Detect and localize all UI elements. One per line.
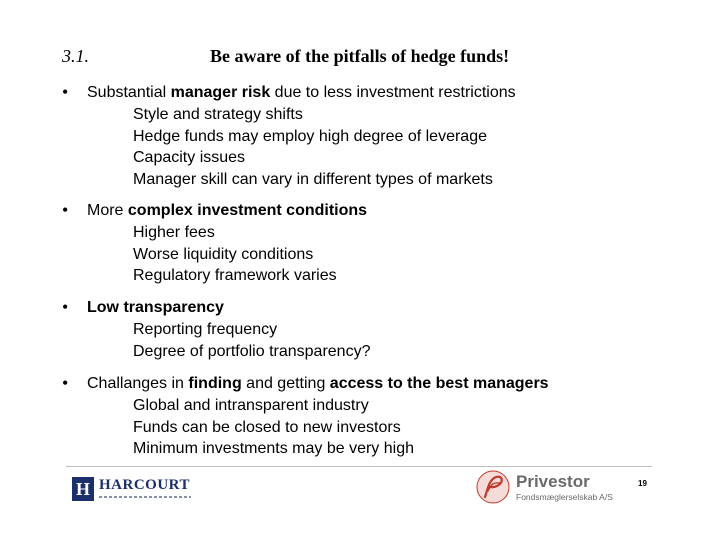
bullet-section-transparency (62, 297, 370, 362)
bullet-text: Substantial manager risk due to less investment restrictions (87, 84, 516, 101)
bullet-section-complex-conditions (62, 200, 368, 287)
sub-item: Degree of portfolio transparency? (133, 342, 371, 360)
sub-item: Manager skill can vary in different types of markets (133, 170, 493, 188)
bullet-text: More complex investment conditions (87, 202, 368, 219)
sub-item: Global and intransparent industry (133, 397, 369, 414)
sub-item: Reporting frequency (133, 321, 278, 338)
bullet-text: Challanges in finding and getting access to the best managers (87, 375, 549, 392)
bullet-point (62, 82, 516, 104)
slide-number: 3.1. (62, 46, 89, 66)
slide-title: Be aware of the pitfalls of hedge funds! (210, 46, 510, 66)
privestor-wordmark: Privestor (516, 472, 590, 491)
sub-item: Capacity issues (133, 149, 246, 166)
harcourt-tagline-line (99, 496, 191, 498)
bullet-point (62, 373, 549, 395)
bullet-point (62, 200, 368, 222)
harcourt-h-icon: H (72, 477, 94, 501)
harcourt-logo (72, 475, 202, 505)
sub-item: Regulatory framework varies (133, 267, 337, 284)
sub-item: Style and strategy shifts (133, 106, 303, 123)
sub-item: Minimum investments may be very high (133, 440, 414, 457)
bullet-icon: • (62, 297, 69, 317)
privestor-logo (476, 468, 626, 506)
sub-item: Higher fees (133, 224, 215, 241)
bullet-section-manager-risk (62, 82, 516, 190)
sub-item: Hedge funds may employ high degree of leverage (133, 127, 487, 145)
privestor-subtitle: Fondsmæglerselskab A/S (516, 492, 613, 502)
bullet-icon: • (62, 373, 69, 393)
bullet-section-access (62, 373, 549, 460)
bullet-point (62, 297, 370, 319)
privestor-emblem-icon (476, 470, 510, 504)
harcourt-wordmark: HARCOURT (99, 477, 190, 493)
footer-divider (66, 466, 652, 467)
sub-item: Funds can be closed to new investors (133, 418, 401, 436)
bullet-icon: • (62, 200, 69, 220)
page-number: 19 (638, 479, 647, 488)
bullet-text: Low transparency (87, 299, 224, 316)
bullet-icon: • (62, 82, 69, 102)
sub-item: Worse liquidity conditions (133, 245, 314, 263)
